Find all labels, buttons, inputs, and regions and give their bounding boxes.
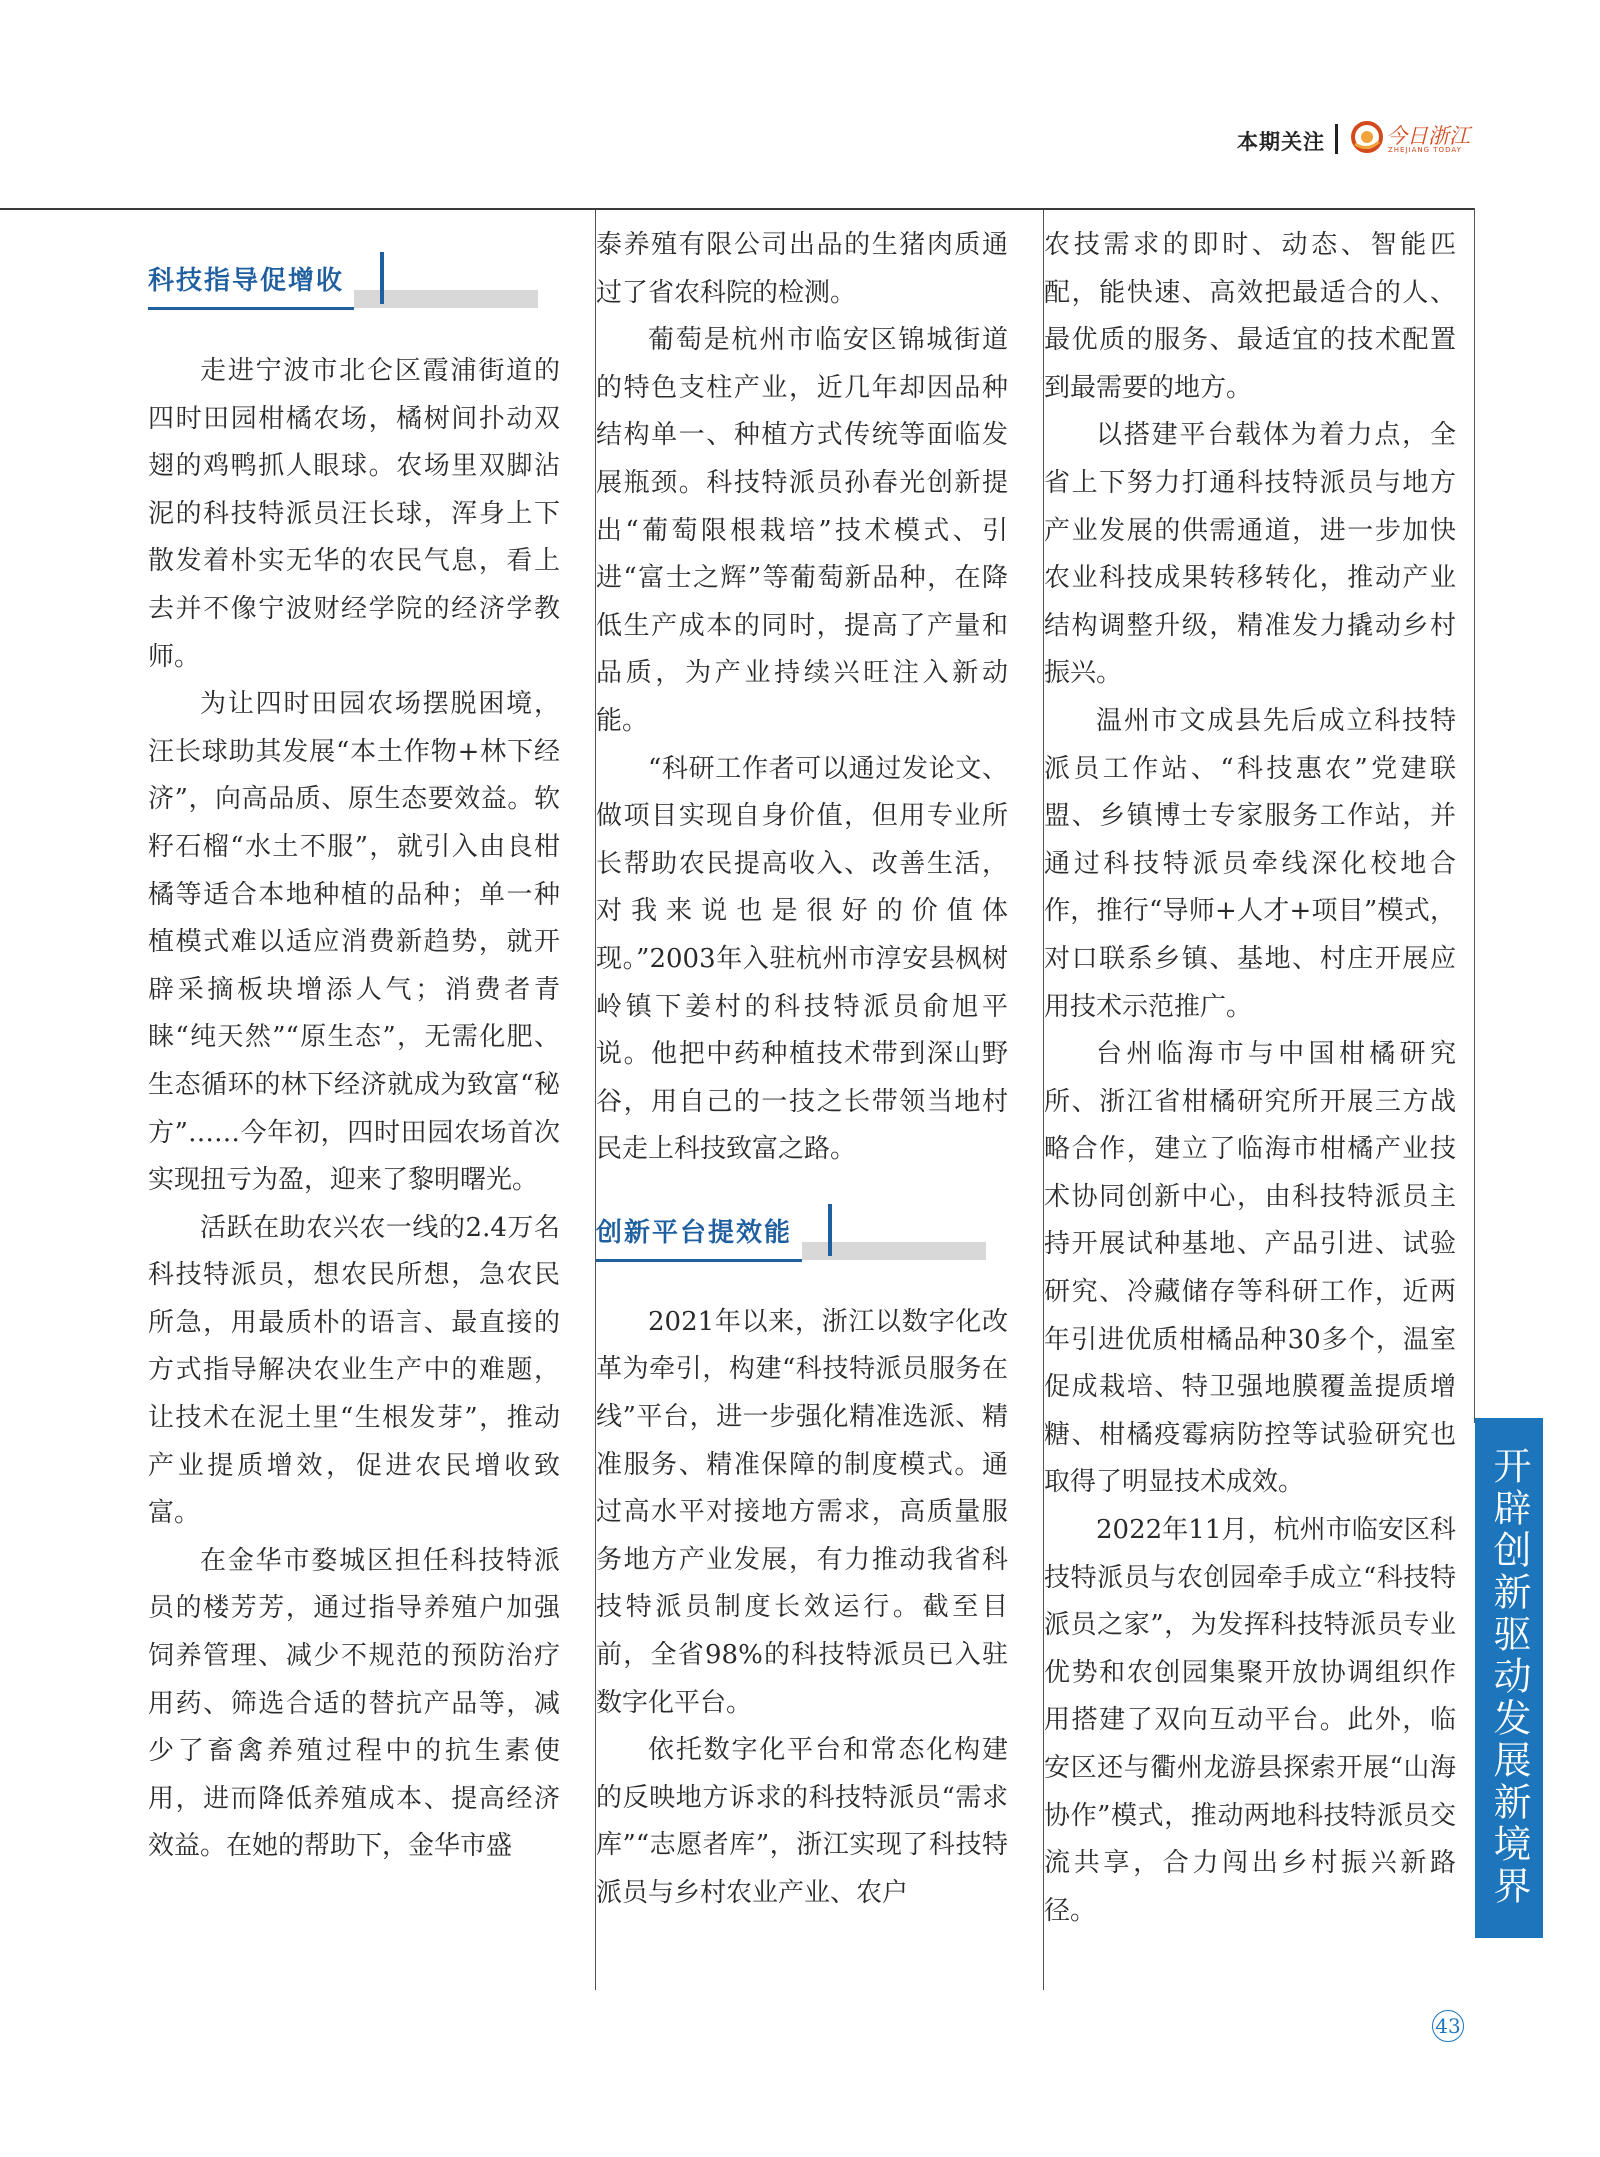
section-heading-1: [148, 222, 560, 348]
header-divider: [1335, 124, 1338, 154]
paragraph: 葡萄是杭州市临安区锦城街道的特色支柱产业，近几年却因品种结构单一、种植方式传统等面临发展瓶颈。科技特派员孙春光创新提出“葡萄限根栽培”技术模式、引进“富士之辉”等葡萄新品种，在降低生产成本的同时，提高了产量和品质，为产业持续兴旺注入新动能。: [596, 325, 1008, 736]
paragraph-continued: 泰养殖有限公司出品的生猪肉质通过了省农科院的检测。: [596, 230, 1008, 308]
paragraph: 走进宁波市北仑区霞浦街道的四时田园柑橘农场，橘树间扑动双翅的鸡鸭抓人眼球。农场里双脚沾泥的科技特派员汪长球，浑身上下散发着朴实无华的农民气息，看上去并不像宁波财经学院的经济学教师。: [148, 356, 560, 672]
logo-subtext: ZHEJIANG TODAY: [1388, 146, 1462, 154]
logo-swirl-icon: [1350, 120, 1384, 154]
heading-bracket: [380, 252, 384, 304]
paragraph: 活跃在助农兴农一线的2.4万名科技特派员，想农民所想，急农民所急，用最质朴的语言、最直接的方式指导解决农业生产中的难题，让技术在泥土里“生根发芽”，推动产业提质增效，促进农民增收致富。: [148, 1212, 560, 1529]
paragraph: 以搭建平台载体为着力点，全省上下努力打通科技特派员与地方产业发展的供需通道，进一步加快农业科技成果转移转化，推动产业结构调整升级，精准发力撬动乡村振兴。: [1044, 420, 1456, 689]
paragraph: 2022年11月，杭州市临安区科技特派员与农创园牵手成立“科技特派员之家”，为发挥科技特派员专业优势和农创园集聚开放协调组织作用搭建了双向互动平台。此外，临安区还与衢州龙游县探索开展“山海协作”模式，推动两地科技特派员交流共享，合力闯出乡村振兴新路径。: [1044, 1515, 1456, 1926]
side-banner: [1475, 1418, 1543, 1938]
section-heading-2: [596, 1174, 1008, 1299]
page-header: [0, 0, 1600, 210]
paragraph: 2021年以来，浙江以数字化改革为牵引，构建“科技特派员服务在线”平台，进一步强化精准选派、精准服务、精准保障的制度模式。通过高水平对接地方需求，高质量服务地方产业发展，有力推动我省科技特派员制度长效运行。截至目前，全省98%的科技特派员已入驻数字化平台。: [596, 1306, 1008, 1718]
logo-text: 今日浙江: [1386, 124, 1470, 148]
page-number: 43: [1432, 2010, 1464, 2042]
paragraph: “科研工作者可以通过发论文、做项目实现自身价值，但用专业所长帮助农民提高收入、改善生活，对我来说也是很好的价值体现。”2003年入驻杭州市淳安县枫树岭镇下姜村的科技特派员俞旭平说。他把中药种植技术带到深山野谷，用自己的一技之长带领当地村民走上科技致富之路。: [596, 753, 1008, 1165]
magazine-logo: [1350, 116, 1470, 160]
heading-bracket: [828, 1204, 832, 1256]
paragraph: 台州临海市与中国柑橘研究所、浙江省柑橘研究所开展三方战略合作，建立了临海市柑橘产业技术协同创新中心，由科技特派员主持开展试种基地、产品引进、试验研究、冷藏储存等科研工作，近两年引进优质柑橘品种30多个，温室促成栽培、特卫强地膜覆盖提质增糖、柑橘疫霉病防控等试验研究也取得了明显技术成效。: [1044, 1039, 1456, 1498]
section-heading-text: 科技指导促增收: [148, 260, 354, 310]
section-heading-text: 创新平台提效能: [596, 1212, 802, 1262]
top-rule: [0, 208, 1475, 210]
article-column-1: [148, 222, 560, 1871]
paragraph: 依托数字化平台和常态化构建的反映地方诉求的科技特派员“需求库”“志愿者库”，浙江实现了科技特派员与乡村农业产业、农户: [596, 1735, 1008, 1908]
paragraph: 为让四时田园农场摆脱困境，汪长球助其发展“本土作物+林下经济”，向高品质、原生态要效益。软籽石榴“水土不服”，就引入由良柑橘等适合本地种植的品种；单一种植模式难以适应消费新趋势，就开辟采摘板块增添人气；消费者青睐“纯天然”“原生态”，无需化肥、生态循环的林下经济就成为致富“秘方”……今年初，四时田园农场首次实现扭亏为盈，迎来了黎明曙光。: [148, 689, 560, 1196]
paragraph-continued: 农技需求的即时、动态、智能匹配，能快速、高效把最适合的人、最优质的服务、最适宜的技术配置到最需要的地方。: [1044, 230, 1456, 403]
article-column-2: [596, 222, 1008, 1918]
paragraph: 温州市文成县先后成立科技特派员工作站、“科技惠农”党建联盟、乡镇博士专家服务工作站，并通过科技特派员牵线深化校地合作，推行“导师+人才+项目”模式，对口联系乡镇、基地、村庄开展应用技术示范推广。: [1044, 705, 1456, 1022]
section-label: 本期关注: [1237, 130, 1325, 154]
side-banner-text: 开辟创新驱动发展新境界: [1487, 1446, 1531, 1908]
right-border: [1474, 208, 1475, 1423]
article-column-3: [1044, 222, 1456, 1935]
paragraph: 在金华市婺城区担任科技特派员的楼芳芳，通过指导养殖户加强饲养管理、减少不规范的预防治疗用药、筛选合适的替抗产品等，减少了畜禽养殖过程中的抗生素使用，进而降低养殖成本、提高经济效益。在她的帮助下，金华市盛: [148, 1545, 560, 1862]
